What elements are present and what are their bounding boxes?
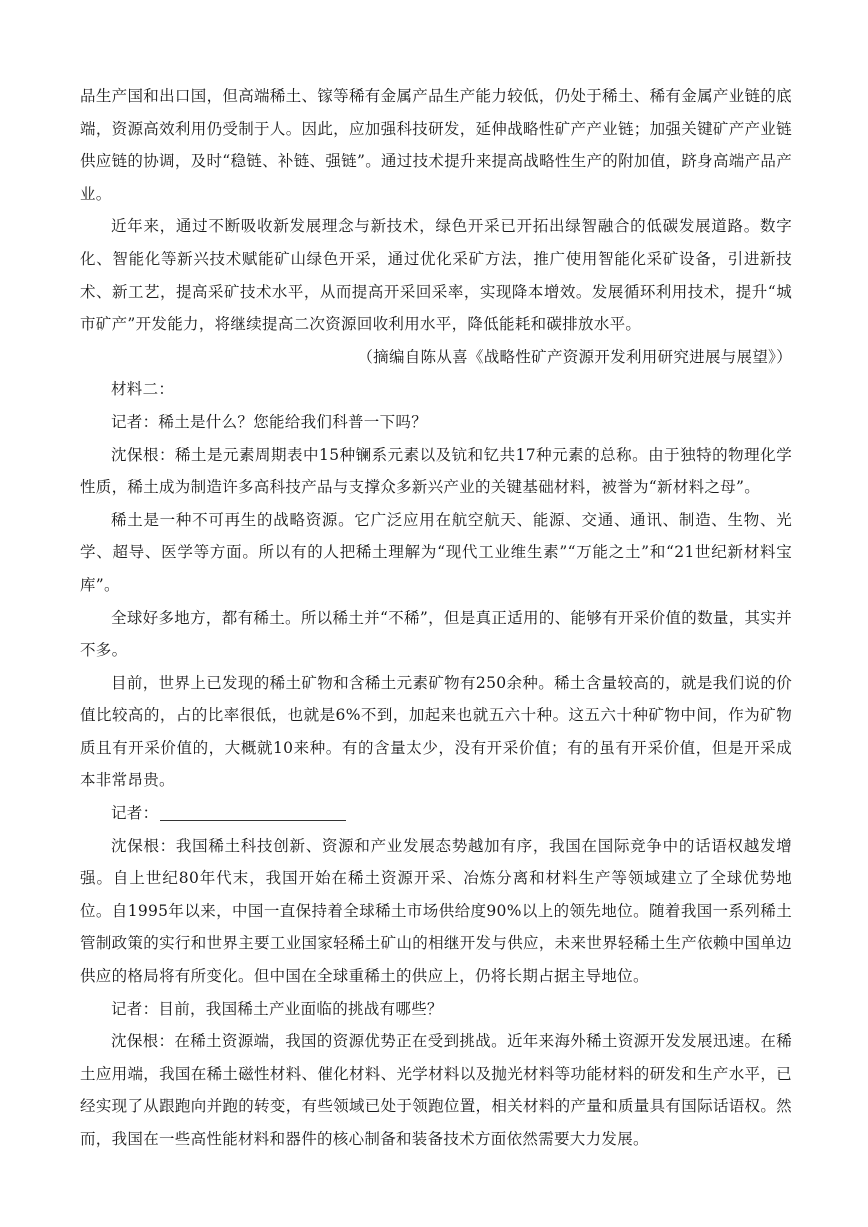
paragraph-2: 近年来，通过不断吸收新发展理念与新技术，绿色开采已开拓出绿智融合的低碳发展道路。数字化、智能化等新兴技术赋能矿山绿色开采，通过优化采矿方法，推广使用智能化采矿设备，引进新技术、新工艺，提高采矿技术水平，从而提高开采回采率，实现降本增效。发展循环利用技术，提升“城市矿产”开发能力，将继续提高二次资源回收利用水平，降低能耗和碳排放水平。 <box>80 217 792 334</box>
blank-question-prefix: 记者： <box>111 804 159 823</box>
dialogue-answer-1b: 稀土是一种不可再生的战略资源。它广泛应用在航空航天、能源、交通、通讯、制造、生物、光学、超导、医学等方面。所以有的人把稀土理解为“现代工业维生素”“万能之土”和“21世纪新材料宝库”。 <box>80 510 792 594</box>
blank-question-line <box>80 797 792 830</box>
dialogue-answer-2: 沈保根：我国稀土科技创新、资源和产业发展态势越加有序，我国在国际竞争中的话语权越发增强。自上世纪80年代末，我国开始在稀土资源开采、冶炼分离和材料生产等领域建立了全球优势地位。自1995年以来，中国一直保持着全球稀土市场供给度90%以上的领先地位。随着我国一系列稀土管制政策的实行和世界主要工业国家轻稀土矿山的相继开发与供应，未来世界轻稀土生产依赖中国单边供应的格局将有所变化。但中国在全球重稀土的供应上，仍将长期占据主导地位。 <box>80 836 792 986</box>
dialogue-answer-3: 沈保根：在稀土资源端，我国的资源优势正在受到挑战。近年来海外稀土资源开发发展迅速。在稀土应用端，我国在稀土磁性材料、催化材料、光学材料以及抛光材料等功能材料的研发和生产水平，已经实现了从跟跑向并跑的转变，有些领域已处于领跑位置，相关材料的产量和质量具有国际话语权。然而，我国在一些高性能材料和器件的核心制备和装备技术方面依然需要大力发展。 <box>80 1032 792 1148</box>
material-2-label: 材料二： <box>111 380 175 399</box>
source-citation: （摘编自陈从喜《战略性矿产资源开发利用研究进展与展望》） <box>357 347 792 366</box>
fill-in-blank[interactable] <box>160 805 346 822</box>
dialogue-answer-1c: 全球好多地方，都有稀土。所以稀土并“不稀”，但是真正适用的、能够有开采价值的数量，其实并不多。 <box>80 608 792 660</box>
dialogue-answer-1d: 目前，世界上已发现的稀土矿物和含稀土元素矿物有250余种。稀土含量较高的，就是我们说的价值比较高的，占的比率很低，也就是6%不到，加起来也就五六十种。这五六十种矿物中间，作为矿物质且有开采价值的，大概就10来种。有的含量太少，没有开采价值；有的虽有开采价值，但是开采成本非常昂贵。 <box>80 673 792 790</box>
dialogue-answer-1: 沈保根：稀土是元素周期表中15种镧系元素以及钪和钇共17种元素的总称。由于独特的物理化学性质，稀土成为制造许多高科技产品与支撑众多新兴产业的关键基础材料，被誉为“新材料之母”。 <box>80 445 792 497</box>
dialogue-question-1: 记者：稀土是什么？您能给我们科普一下吗？ <box>111 412 428 431</box>
dialogue-question-3: 记者：目前，我国稀土产业面临的挑战有哪些？ <box>111 999 443 1018</box>
document-page <box>80 80 792 1156</box>
paragraph-1: 品生产国和出口国，但高端稀土、镓等稀有金属产品生产能力较低，仍处于稀土、稀有金属产业链的底端，资源高效利用仍受制于人。因此，应加强科技研发，延伸战略性矿产产业链；加强关键矿产产业链供应链的协调，及时“稳链、补链、强链”。通过技术提升来提高战略性生产的附加值，跻身高端产品产业。 <box>80 87 792 203</box>
